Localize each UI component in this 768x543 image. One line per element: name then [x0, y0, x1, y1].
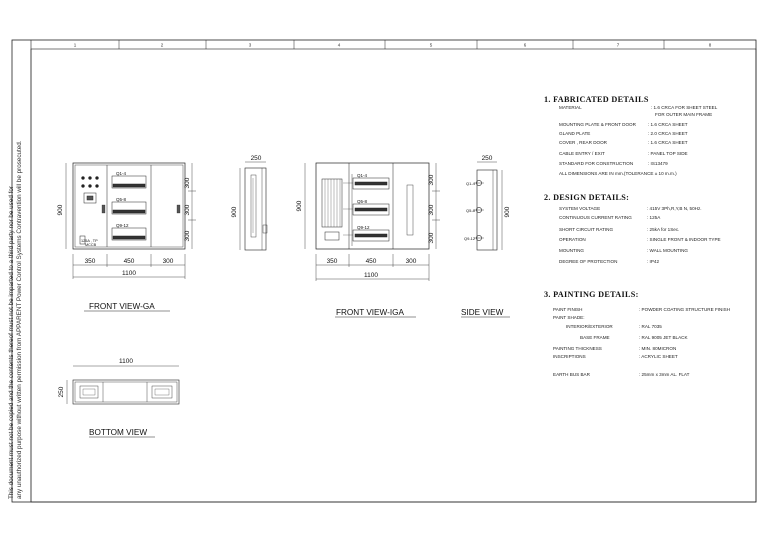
notice-line-1: This document must not be copied and the contents thereof must not be imparted to a third party nor be used for [8, 186, 15, 499]
fab-value: : 1.6 CRCA SHEET [648, 122, 688, 127]
side-label-q9-12: Q9-12 [464, 236, 476, 241]
ga-right-dim-2: 300 [184, 204, 191, 216]
iga-dim-450: 450 [365, 258, 377, 265]
fab-value: : 1.6 CRCA FOR SHEET STEEL [651, 105, 718, 110]
fab-value: : 2.0 CRCA SHEET [648, 130, 688, 136]
iga-height-dim: 900 [296, 200, 303, 212]
grid-col-6: 6 [523, 42, 527, 48]
design-key: SHORT CIRCUIT RATING [559, 227, 614, 232]
iga-right-dim-3: 300 [428, 232, 435, 244]
paint-key: BASE FRAME [580, 335, 610, 340]
design-key: DEGREE OF PROTECTION [559, 259, 618, 264]
copyright-notice [8, 99, 24, 499]
design-value: : WALL MOUNTING [647, 248, 689, 253]
mcb-rows-ga [112, 176, 146, 240]
design-value: : SINGLE FRONT & INDOOR TYPE [647, 237, 721, 242]
side-label-q1-4: Q1-4 [466, 181, 475, 186]
ga-dim-300b: 300 [162, 258, 174, 265]
design-key: MOUNTING [559, 248, 585, 253]
ga-right-dim-1: 300 [184, 177, 191, 189]
fab-value: FOR OUTER MAIN FRAME [655, 111, 713, 117]
ga-dim-450: 450 [123, 258, 135, 265]
fab-value: : 1.6 CRCA SHEET [648, 140, 688, 145]
design-details-title: 2. DESIGN DETAILS: [544, 193, 630, 202]
grid-col-2: 2 [160, 42, 164, 48]
grid-col-5: 5 [429, 42, 433, 48]
grid-col-7: 7 [616, 42, 620, 48]
side-view-title: SIDE VIEW [461, 308, 504, 317]
paint-value: : MIN. 80MICRON [639, 345, 677, 351]
ga-incomer-label-1: 125A , TP [81, 239, 98, 243]
incomer-section [80, 177, 99, 245]
side-left-height-dim: 900 [231, 206, 238, 218]
painting-details-title: 3. PAINTING DETAILS: [544, 290, 639, 299]
paint-key: PAINT FINISH [553, 307, 583, 312]
design-value: : 415V 3Ph,R,Y,B N, 50Hz. [647, 206, 702, 211]
bottom-view [67, 366, 179, 437]
bottom-width-dim: 1100 [119, 358, 133, 365]
design-value: : IP42 [647, 259, 660, 264]
side-left-width-dim: 250 [250, 155, 262, 162]
paint-key: PAINTING THICKNESS [553, 345, 602, 351]
paint-value: : RAL 7035 [639, 324, 662, 329]
paint-key: EARTH BUS BAR [553, 372, 590, 377]
side-height-dim: 900 [504, 206, 511, 218]
iga-label-q9-12: Q9-12 [357, 225, 370, 230]
side-view-left [240, 162, 267, 250]
design-value: : 25kA for 1Sec. [647, 227, 680, 232]
paint-value: : POWDER COATING STRUCTURE FINISH [639, 307, 731, 312]
iga-dim-300b: 300 [405, 258, 417, 265]
fabricated-details-title: 1. FABRICATED DETAILS [544, 95, 649, 104]
ga-label-q9-12: Q9-12 [116, 223, 129, 228]
front-view-ga [66, 163, 196, 311]
ga-height-dim: 900 [57, 204, 64, 216]
iga-right-dim-2: 300 [428, 204, 435, 216]
ga-dim-350: 350 [84, 258, 96, 265]
ga-total-dim: 1100 [122, 270, 136, 277]
paint-key: PAINT SHADE: [553, 314, 585, 320]
ga-label-q1-4: Q1-4 [116, 171, 127, 176]
fab-key: STANDARD FOR CONSTRUCTION [559, 160, 634, 166]
paint-key: INSCRIPTIONS [553, 354, 586, 359]
iga-total-dim: 1100 [364, 272, 378, 279]
iga-label-q1-4: Q1-4 [357, 173, 368, 178]
bottom-depth-dim: 250 [58, 386, 65, 398]
side-label-q5-8: Q5-8 [466, 208, 475, 213]
iga-dim-350: 350 [326, 258, 338, 265]
grid-header [74, 40, 712, 49]
fab-key: COVER , REAR DOOR [559, 140, 607, 145]
fab-key: GLAND PLATE [559, 130, 591, 136]
paint-key: INTERIOR/EXTERIOR [566, 324, 613, 329]
ga-incomer-label-2: MCCB [85, 243, 97, 247]
fab-value: : IS13479 [648, 160, 668, 166]
design-key: OPERATION [559, 237, 586, 242]
ga-label-q5-8: Q5-8 [116, 197, 127, 202]
paint-value: : RAL 9005 JET BLACK [639, 335, 688, 340]
ga-view-title: FRONT VIEW-GA [89, 302, 155, 311]
design-value: : 125A [647, 215, 661, 220]
fab-key: MOUNTING PLATE & FRONT DOOR [559, 122, 636, 127]
side-width-dim: 250 [481, 155, 493, 162]
paint-value: : 25mm x 3mm AL. FLAT [639, 372, 690, 377]
grid-col-4: 4 [337, 42, 341, 48]
iga-view-title: FRONT VIEW-IGA [336, 308, 404, 317]
paint-value: : ACRYLIC SHEET [639, 354, 678, 359]
design-key: SYSTEM VOLTAGE [559, 206, 601, 211]
fab-key: MATERIAL [559, 105, 582, 110]
iga-feeder-rows [343, 174, 389, 246]
fab-value: : PANEL TOP SIDE [648, 151, 688, 156]
design-key: CONTINUOUS CURRENT RATING [559, 215, 632, 220]
front-view-iga [305, 163, 440, 317]
fab-key: CABLE ENTRY / EXIT [559, 151, 605, 156]
iga-right-dim-1: 300 [428, 174, 435, 186]
fab-key: ALL DIMENSIONS ARE IN mm.(TOLERANCE ± 10 m.m.) [559, 171, 677, 176]
grid-col-3: 3 [248, 42, 252, 48]
iga-label-q5-8: Q5-8 [357, 199, 368, 204]
notice-line-2: any unauthorized purpose without written permission from APPARENT Power Control Systems Contravention will be prosecuted. [16, 140, 23, 499]
bottom-view-title: BOTTOM VIEW [89, 428, 148, 437]
grid-col-8: 8 [708, 42, 712, 48]
ga-right-dim-3: 300 [184, 230, 191, 242]
iga-busbar-chamber [322, 179, 342, 240]
grid-col-1: 1 [73, 42, 77, 48]
